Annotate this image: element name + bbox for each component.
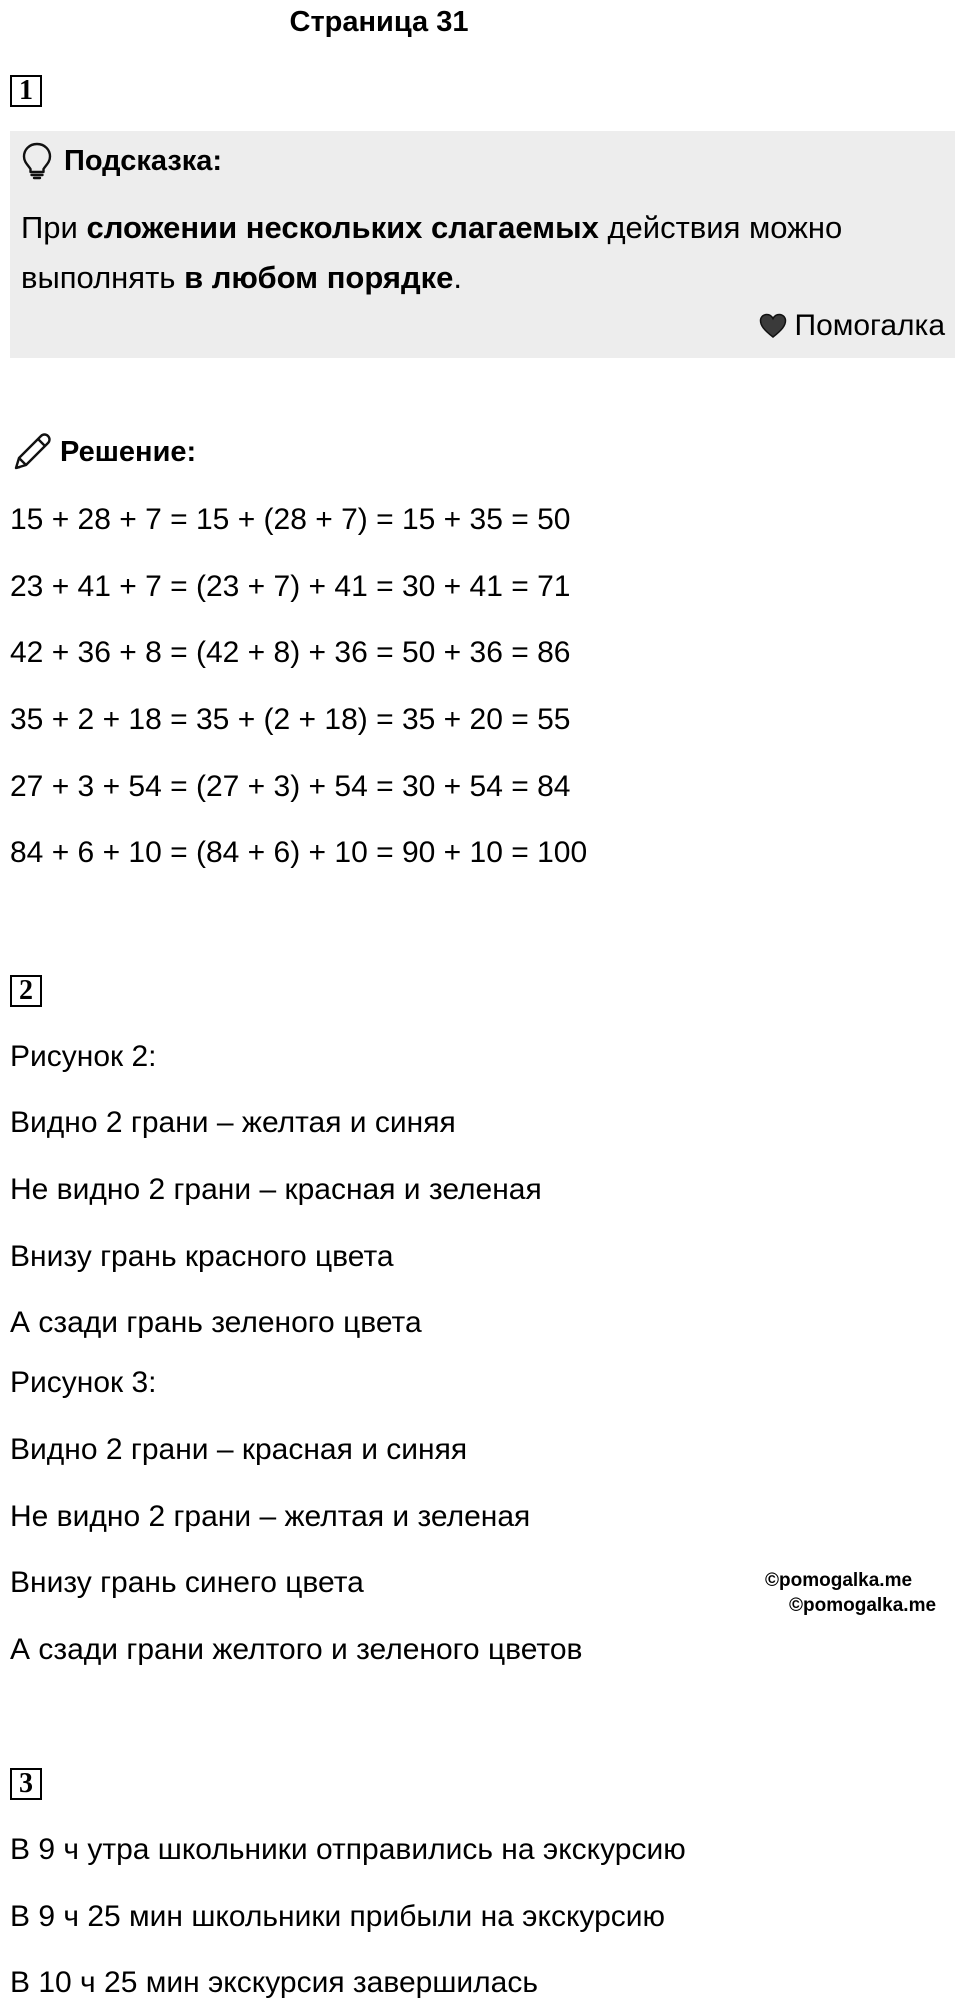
equation-line: 84 + 6 + 10 = (84 + 6) + 10 = 90 + 10 = 100	[10, 836, 588, 869]
task-number-1: 1	[10, 75, 42, 107]
answer-line: Не видно 2 грани – желтая и зеленая	[10, 1500, 531, 1533]
watermark: ©pomogalka.me	[765, 1570, 913, 1591]
equation-line: 27 + 3 + 54 = (27 + 3) + 54 = 30 + 54 = 84	[10, 770, 571, 803]
answer-line: В 10 ч 25 мин экскурсия завершилась	[10, 1966, 538, 1999]
pencil-icon	[10, 430, 54, 474]
answer-line: Видно 2 грани – красная и синяя	[10, 1433, 468, 1466]
answer-line: А сзади грань зеленого цвета	[10, 1306, 422, 1339]
answer-line: Рисунок 3:	[10, 1366, 157, 1399]
hint-text-part: действия можно выполнять	[21, 210, 843, 295]
hint-box	[10, 131, 955, 358]
task-number-3: 3	[10, 1768, 42, 1800]
task-number-2: 2	[10, 975, 42, 1007]
hint-bold-term: сложении нескольких слагаемых	[86, 210, 599, 245]
answer-line: Не видно 2 грани – красная и зеленая	[10, 1173, 542, 1206]
lightbulb-icon	[22, 142, 52, 180]
answer-line: Внизу грань синего цвета	[10, 1566, 364, 1599]
watermark: ©pomogalka.me	[789, 1595, 937, 1616]
hint-text-part: При	[21, 210, 87, 245]
hint-text	[21, 203, 941, 303]
hint-header	[22, 141, 222, 181]
hint-signature	[759, 306, 946, 346]
answer-line: Рисунок 2:	[10, 1040, 157, 1073]
hint-label: Подсказка:	[64, 144, 223, 177]
solution-label: Решение:	[60, 435, 197, 468]
solution-header	[10, 430, 196, 474]
equation-line: 23 + 41 + 7 = (23 + 7) + 41 = 30 + 41 = 71	[10, 570, 571, 603]
hint-bold-term: в любом порядке	[184, 260, 454, 295]
hint-text-part: .	[453, 260, 463, 295]
equation-line: 42 + 36 + 8 = (42 + 8) + 36 = 50 + 36 = 86	[10, 636, 571, 669]
answer-line: Видно 2 грани – желтая и синяя	[10, 1106, 456, 1139]
answer-line: А сзади грани желтого и зеленого цветов	[10, 1633, 583, 1666]
answer-line: В 9 ч 25 мин школьники прибыли на экскурсию	[10, 1900, 666, 1933]
page-title: Страница 31	[289, 6, 469, 38]
answer-line: Внизу грань красного цвета	[10, 1240, 394, 1273]
signature-text: Помогалка	[794, 309, 945, 342]
equation-line: 35 + 2 + 18 = 35 + (2 + 18) = 35 + 20 = 55	[10, 703, 571, 736]
heart-icon	[759, 313, 795, 339]
equation-line: 15 + 28 + 7 = 15 + (28 + 7) = 15 + 35 = 50	[10, 503, 571, 536]
answer-line: В 9 ч утра школьники отправились на экскурсию	[10, 1833, 686, 1866]
